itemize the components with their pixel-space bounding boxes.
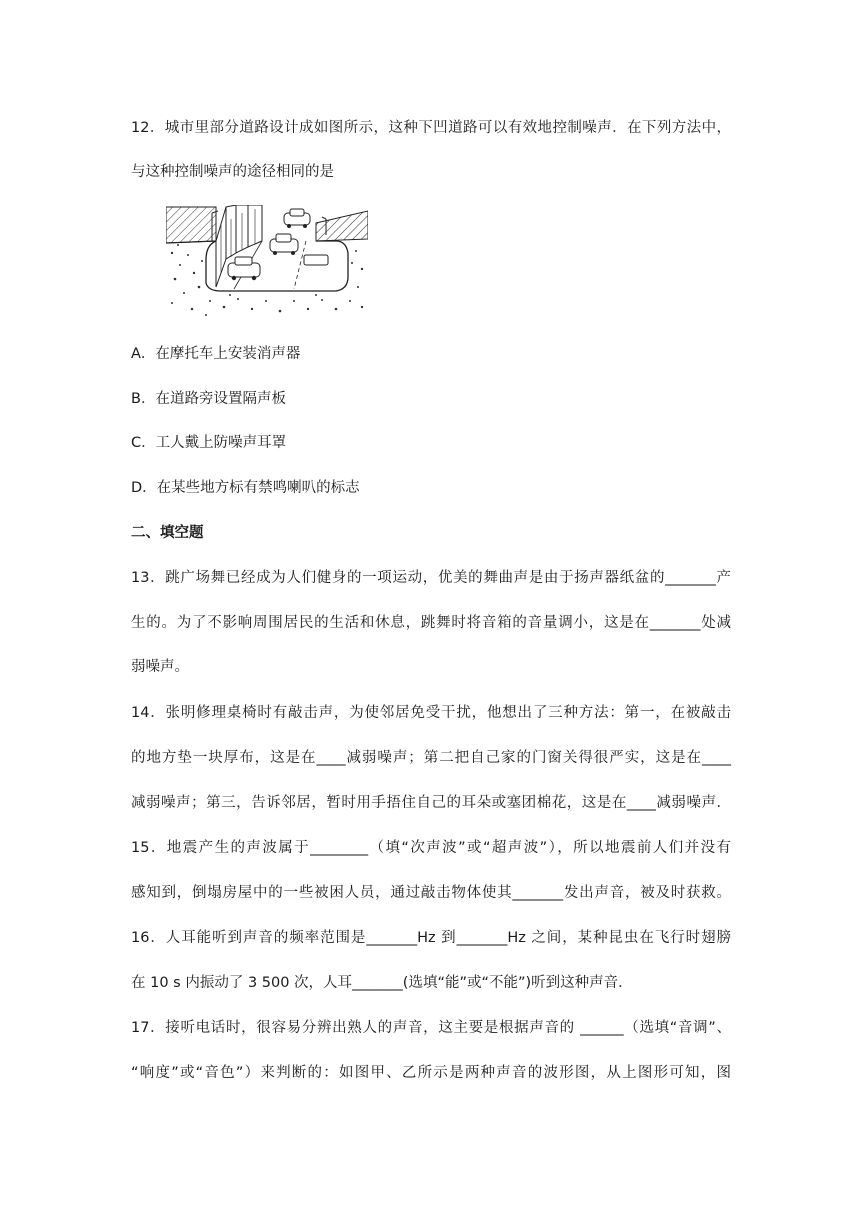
q12-stem-line-1: 12．城市里部分道路设计成如图所示，这种下凹道路可以有效地控制噪声．在下列方法中， <box>131 120 731 136</box>
q17-line-2: “响度”或“音色”）来判断的：如图甲、乙所示是两种声音的波形图，从上图形可知，图 <box>131 1065 731 1081</box>
q14-line-1: 14．张明修理桌椅时有敲击声，为使邻居免受干扰，他想出了三种方法：第一，在被敲击 <box>131 705 731 721</box>
q12-stem-line-2: 与这种控制噪声的途径相同的是 <box>131 164 334 180</box>
q14-line-2: 的地方垫一块厚布，这是在____减弱噪声；第二把自己家的门窗关得很严实，这是在____ <box>131 750 731 766</box>
q14-line-3: 减弱噪声；第三，告诉邻居，暂时用手捂住自己的耳朵或塞团棉花，这是在____减弱噪声． <box>131 795 731 811</box>
q17-line-1: 17．接听电话时，很容易分辨出熟人的声音，这主要是根据声音的 ______（选填“音调”、 <box>131 1020 731 1036</box>
q12-option-a: A．在摩托车上安装消声器 <box>131 346 301 362</box>
q13-line-2: 生的。为了不影响周围居民的生活和休息，跳舞时将音箱的音量调小，这是在_______处减 <box>131 615 731 631</box>
q15-line-2: 感知到，倒塌房屋中的一些被困人员，通过敲击物体使其_______发出声音，被及时获救。 <box>131 885 731 901</box>
sunken-road-figure <box>166 205 368 317</box>
q12-option-b: B．在道路旁设置隔声板 <box>131 391 286 407</box>
q16-line-2: 在 10 s 内振动了 3 500 次，人耳_______(选填“能”或“不能”)听到这种声音． <box>131 975 633 991</box>
section-title-fill-in: 二、填空题 <box>131 525 204 541</box>
q12-option-d: D．在某些地方标有禁鸣喇叭的标志 <box>131 480 360 496</box>
q13-line-1: 13．跳广场舞已经成为人们健身的一项运动，优美的舞曲声是由于扬声器纸盆的_______产 <box>131 570 731 586</box>
q13-line-3: 弱噪声。 <box>131 659 189 675</box>
q15-line-1: 15．地震产生的声波属于________（填“次声波”或“超声波”），所以地震前人们并没有 <box>131 840 731 856</box>
q12-option-c: C．工人戴上防噪声耳罩 <box>131 435 287 451</box>
q16-line-1: 16．人耳能听到声音的频率范围是_______Hz 到_______Hz 之间，某种昆虫在飞行时翅膀 <box>131 930 731 946</box>
